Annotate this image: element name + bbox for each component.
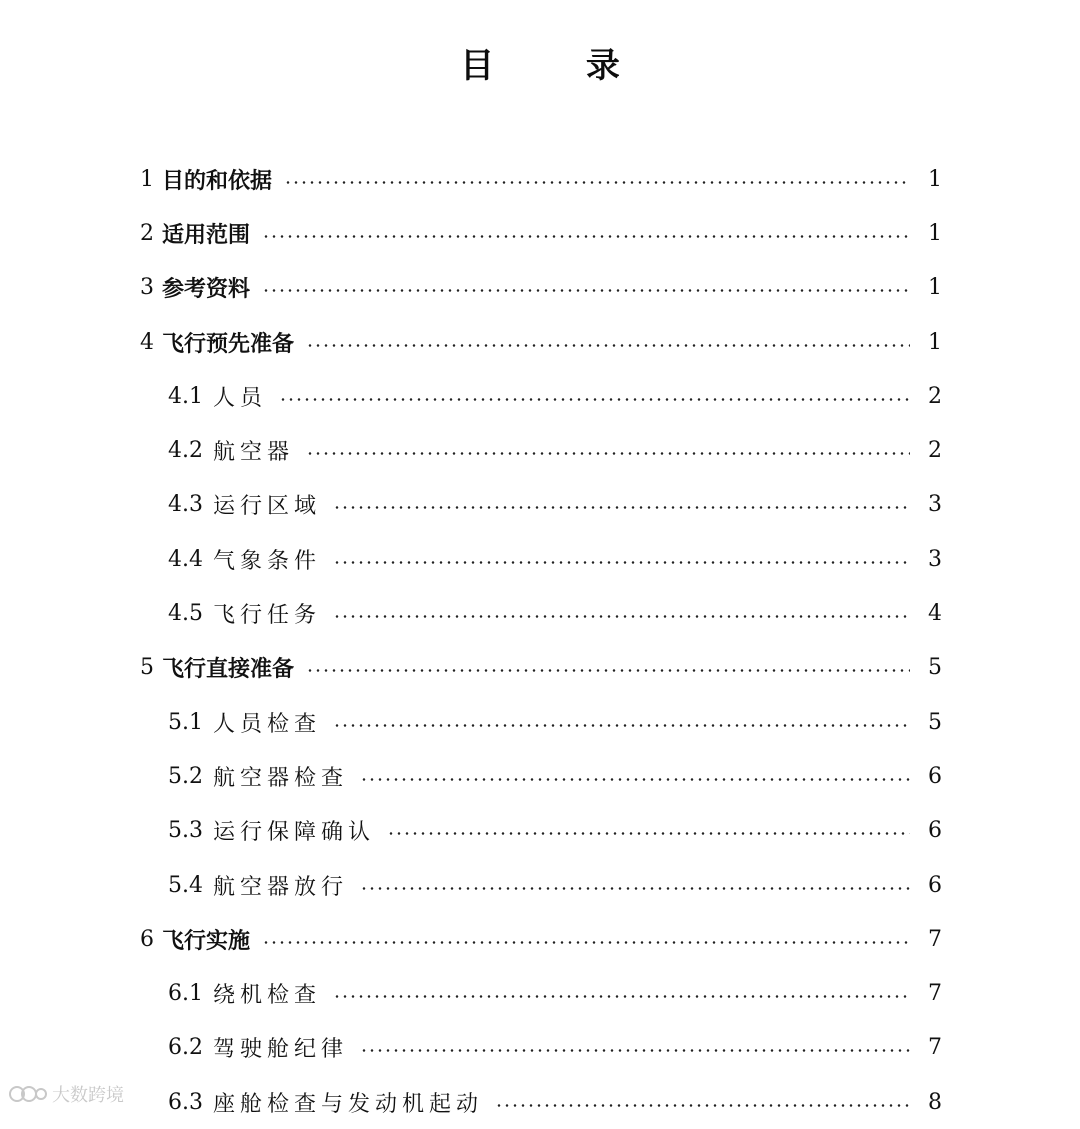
toc-entry-number: 4.1 — [168, 383, 203, 409]
toc-entry-text: 适用范围 — [162, 222, 251, 248]
toc-entry-page: 6 — [928, 818, 942, 844]
toc-entry-page: 3 — [928, 492, 942, 518]
toc-entry-label — [168, 598, 321, 629]
watermark — [8, 1081, 124, 1107]
toc-entry-text: 飞行实施 — [162, 928, 251, 954]
toc-entry[interactable] — [140, 912, 942, 966]
toc-entry-label — [168, 815, 375, 846]
page-title: 目 录 — [460, 46, 660, 86]
dot-leader — [360, 1049, 910, 1053]
toc-entry-label — [168, 381, 267, 412]
toc-entry-text: 航空器放行 — [213, 874, 349, 900]
toc-entry-page: 6 — [928, 763, 942, 789]
toc-entry-page: 8 — [928, 1089, 942, 1115]
toc-entry-page: 7 — [928, 1035, 942, 1061]
toc-entry-label — [168, 489, 321, 520]
toc-entry-number: 5.1 — [168, 709, 203, 735]
toc-entry-number: 6.1 — [168, 981, 203, 1007]
toc-entry-number: 1 — [140, 166, 154, 192]
dot-leader — [360, 886, 910, 890]
toc-entry[interactable] — [140, 532, 942, 586]
toc-entry-text: 气象条件 — [213, 548, 322, 574]
toc-entry-label — [140, 327, 294, 358]
toc-entry[interactable] — [140, 261, 942, 315]
toc-entry-text: 航空器 — [213, 440, 295, 466]
toc-entry-text: 目的和依据 — [162, 168, 273, 194]
toc-entry[interactable] — [140, 749, 942, 803]
dot-leader — [306, 669, 910, 673]
toc-entry-page: 1 — [928, 220, 942, 246]
toc-entry-page: 7 — [928, 981, 942, 1007]
table-of-contents — [140, 152, 942, 1129]
toc-entry-text: 绕机检查 — [213, 983, 322, 1009]
toc-entry-text: 人员检查 — [213, 711, 322, 737]
dot-leader — [262, 289, 910, 293]
toc-entry-page: 5 — [928, 655, 942, 681]
dot-leader — [284, 180, 910, 184]
dot-leader — [333, 506, 910, 510]
toc-entry[interactable] — [140, 369, 942, 423]
toc-entry-page: 7 — [928, 926, 942, 952]
toc-entry-number: 4.3 — [168, 492, 203, 518]
dot-leader — [495, 1103, 910, 1107]
toc-entry[interactable] — [140, 423, 942, 477]
toc-entry-label — [168, 707, 321, 738]
toc-entry-number: 3 — [140, 275, 154, 301]
toc-entry-number: 6 — [140, 926, 154, 952]
logo-icon — [8, 1083, 48, 1105]
toc-entry-label — [140, 218, 250, 249]
toc-entry[interactable] — [140, 804, 942, 858]
dot-leader — [333, 995, 910, 999]
toc-entry-page: 6 — [928, 872, 942, 898]
toc-entry-number: 2 — [140, 220, 154, 246]
toc-entry-page: 5 — [928, 709, 942, 735]
toc-entry[interactable] — [140, 641, 942, 695]
dot-leader — [306, 343, 910, 347]
toc-entry-number: 4.4 — [168, 546, 203, 572]
dot-leader — [333, 615, 910, 619]
toc-entry[interactable] — [140, 478, 942, 532]
toc-entry-label — [168, 761, 348, 792]
toc-entry-text: 人员 — [213, 385, 268, 411]
toc-entry-text: 飞行预先准备 — [162, 331, 295, 357]
toc-entry-text: 座舱检查与发动机起动 — [213, 1091, 484, 1117]
toc-entry-number: 5.4 — [168, 872, 203, 898]
toc-entry-text: 运行区域 — [213, 494, 322, 520]
dot-leader — [306, 452, 910, 456]
toc-entry-number: 4.5 — [168, 601, 203, 627]
toc-entry-text: 驾驶舱纪律 — [213, 1037, 349, 1063]
toc-entry-number: 4.2 — [168, 438, 203, 464]
toc-entry-page: 1 — [928, 329, 942, 355]
toc-entry-label — [168, 1032, 348, 1063]
toc-entry-label — [168, 435, 294, 466]
toc-entry-page: 2 — [928, 438, 942, 464]
toc-entry[interactable] — [140, 966, 942, 1020]
toc-entry-text: 运行保障确认 — [213, 820, 376, 846]
toc-entry[interactable] — [140, 858, 942, 912]
toc-entry-number: 5.2 — [168, 763, 203, 789]
toc-entry-number: 5 — [140, 655, 154, 681]
toc-entry-number: 4 — [140, 329, 154, 355]
toc-entry-page: 1 — [928, 166, 942, 192]
dot-leader — [262, 940, 910, 944]
dot-leader — [333, 560, 910, 564]
toc-entry-number: 6.3 — [168, 1089, 203, 1115]
toc-entry-text: 飞行任务 — [213, 603, 322, 629]
dot-leader — [262, 234, 910, 238]
toc-entry-label — [140, 164, 272, 195]
toc-entry-page: 1 — [928, 275, 942, 301]
toc-entry[interactable] — [140, 695, 942, 749]
toc-entry-text: 参考资料 — [162, 277, 251, 303]
watermark-text: 大数跨境 — [52, 1085, 124, 1106]
toc-entry-text: 飞行直接准备 — [162, 657, 295, 683]
toc-entry-number: 5.3 — [168, 818, 203, 844]
toc-entry-page: 4 — [928, 601, 942, 627]
toc-entry-label — [140, 924, 250, 955]
toc-entry-label — [168, 870, 348, 901]
toc-entry-label — [168, 978, 321, 1009]
toc-entry-page: 3 — [928, 546, 942, 572]
dot-leader — [387, 832, 910, 836]
toc-entry[interactable] — [140, 586, 942, 640]
toc-entry-label — [140, 652, 294, 683]
toc-entry[interactable] — [140, 1075, 942, 1129]
toc-entry-label — [140, 272, 250, 303]
toc-entry[interactable] — [140, 206, 942, 260]
toc-entry-number: 6.2 — [168, 1035, 203, 1061]
toc-entry[interactable] — [140, 1021, 942, 1075]
toc-entry-label — [168, 1087, 483, 1118]
toc-entry[interactable] — [140, 152, 942, 206]
dot-leader — [279, 397, 910, 401]
dot-leader — [333, 723, 910, 727]
toc-entry-text: 航空器检查 — [213, 765, 349, 791]
toc-entry-page: 2 — [928, 383, 942, 409]
toc-entry[interactable] — [140, 315, 942, 369]
toc-entry-label — [168, 544, 321, 575]
dot-leader — [360, 777, 910, 781]
